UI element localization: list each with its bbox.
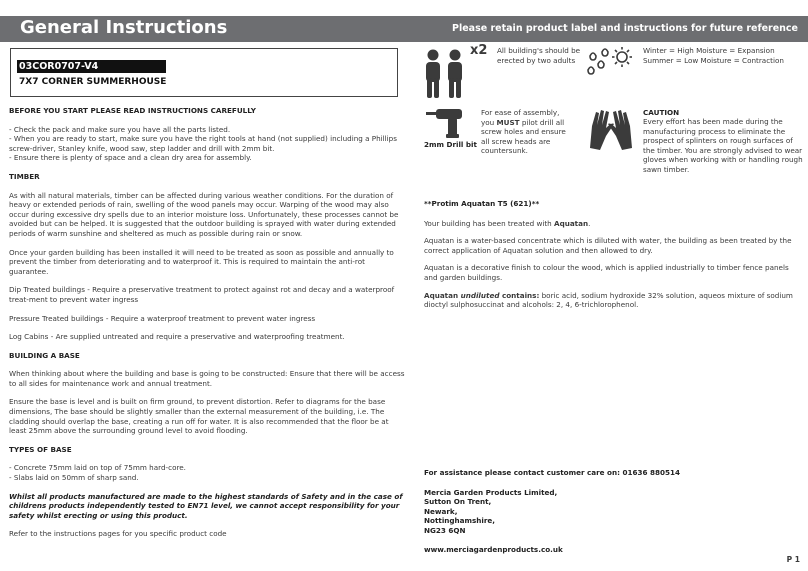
weather-icon xyxy=(586,46,634,80)
page-title: General Instructions xyxy=(20,17,228,38)
types-item-2: - Slabs laid on 50mm of sharp sand. xyxy=(9,473,139,483)
before-item-3: - Ensure there is plenty of space and a clean dry area for assembly. xyxy=(9,153,252,163)
page-number: P 1 xyxy=(786,555,800,564)
timber-paragraph-2: Once your garden building has been installed it will need to be treated as soon as possible and annually to prevent the timber from deteriorating and to waterproof it. This is required to maintain the anti-rot guarantee. xyxy=(9,247,394,276)
address-line-3: Nottinghamshire, xyxy=(424,516,496,526)
two-adults-text: All building's should be erected by two adults xyxy=(497,46,581,65)
before-item-2: - When you are ready to start, make sure you have the right tools at hand (not supplied) including a Phillips screw-driver, Stanley knife, wood saw, step ladder and drill with 2mm bit. xyxy=(9,134,397,153)
protim-section xyxy=(424,199,802,318)
people-count: x2 xyxy=(470,43,488,58)
protim-paragraph-3: Aquatan is a decorative finish to colour the wood, which is applied industrially to timber fence panels and garden buildings. xyxy=(424,263,789,282)
base-paragraph-2: Ensure the base is level and is built on firm ground, to prevent distortion. Refer to diagrams for the base dimensions, The base should be slightly smaller than the external measurement of the building, i.e. The cladding should overlap the base, creating a run off for water. It is also recommended that the floor be at least 25mm above the surrounding ground level to avoid flooding. xyxy=(9,397,389,436)
product-code: 03COR0707-V4 xyxy=(17,60,166,73)
drill-bit-label: 2mm Drill bit xyxy=(424,140,477,149)
gloves-icon xyxy=(588,106,634,152)
product-label-box xyxy=(10,48,398,97)
before-item-1: - Check the pack and make sure you have all the parts listed. xyxy=(9,124,231,134)
heading-before-you-start: BEFORE YOU START PLEASE READ INSTRUCTIONS CAREFULLY xyxy=(9,106,256,115)
product-name: 7X7 CORNER SUMMERHOUSE xyxy=(19,77,167,87)
types-item-1: - Concrete 75mm laid on top of 75mm hard-core. xyxy=(9,463,186,473)
drill-instructions: For ease of assembly, you MUST pilot drill all screw holes and ensure all screw heads are countersunk. xyxy=(481,108,566,156)
address-line-1: Sutton On Trent, xyxy=(424,497,492,507)
heading-timber: TIMBER xyxy=(9,171,40,181)
two-people-icon xyxy=(422,48,472,100)
refer-instructions: Refer to the instructions pages for you specific product code xyxy=(9,529,227,539)
company-name: Mercia Garden Products Limited, xyxy=(424,487,558,497)
contact-section xyxy=(424,468,802,554)
heading-building-base: BUILDING A BASE xyxy=(9,350,80,360)
caution-text: Every effort has been made during the manufacturing process to eliminate the prospect of splinters on rough surfaces of the timber. You are strongly advised to wear gloves when working with or handling rough sawn timber. xyxy=(643,117,803,174)
address-postcode: NG23 6QN xyxy=(424,525,466,535)
timber-dip-treated: Dip Treated buildings - Require a preservative treatment to protect against rot and decay and a waterproof treat-ment to prevent water ingress xyxy=(9,285,395,304)
address-line-2: Newark, xyxy=(424,506,458,516)
caution-title: CAUTION xyxy=(643,108,680,117)
weather-text-summer: Summer = Low Moisture = Contraction xyxy=(643,56,784,65)
drill-icon xyxy=(424,107,472,139)
customer-care-line: For assistance please contact customer care on: 01636 880514 xyxy=(424,468,680,477)
safety-disclaimer: Whilst all products manufactured are made to the highest standards of Safety and in the case of childrens products independently tested to EN71 level, we cannot accept responsibility for your safety whilst erecting or using this product. xyxy=(9,491,403,520)
protim-paragraph-1: Your building has been treated with Aquatan. xyxy=(424,218,591,228)
base-paragraph-1: When thinking about where the building and base is going to be constructed: Ensure that there will be access to all sides for maintenance work and annual treatment. xyxy=(9,369,405,388)
website-link[interactable]: www.merciagardenproducts.co.uk xyxy=(424,544,563,554)
weather-text-winter: Winter = High Moisture = Expansion xyxy=(643,46,775,55)
left-column xyxy=(9,106,405,548)
header-bar xyxy=(0,16,808,42)
timber-paragraph-1: As with all natural materials, timber can be affected during various weather conditions. For the duration of heavy or extended periods of rain, swelling of the wood panels may occur. Warping of the wood may also occur during excessive dry spells due to an interior moisture loss. Unfortunately, these processes cannot be avoided but can be helped. It is suggested that the outdoor building is sprayed with water during extended periods of warm sunshine and sheltered as much as possible during rain or snow. xyxy=(9,190,399,238)
retain-notice: Please retain product label and instructions for future reference xyxy=(452,23,798,34)
protim-paragraph-2: Aquatan is a water-based concentrate which is diluted with water, the building as been treated by the correct application of Aquatan solution and then allowed to dry. xyxy=(424,236,792,255)
protim-contents: Aquatan undiluted contains: boric acid, sodium hydroxide 32% solution, aqueos mixture of sodium dioctyl sulphosuccinat and alcohols: 2, 4, 6-trichlorophenol. xyxy=(424,290,793,310)
timber-pressure-treated: Pressure Treated buildings - Require a waterproof treatment to prevent water ingress xyxy=(9,313,316,323)
protim-heading: **Protim Aquatan T5 (621)** xyxy=(424,199,540,208)
timber-log-cabins: Log Cabins - Are supplied untreated and require a preservative and waterproofing treatment. xyxy=(9,332,345,342)
heading-types-of-base: TYPES OF BASE xyxy=(9,444,72,454)
